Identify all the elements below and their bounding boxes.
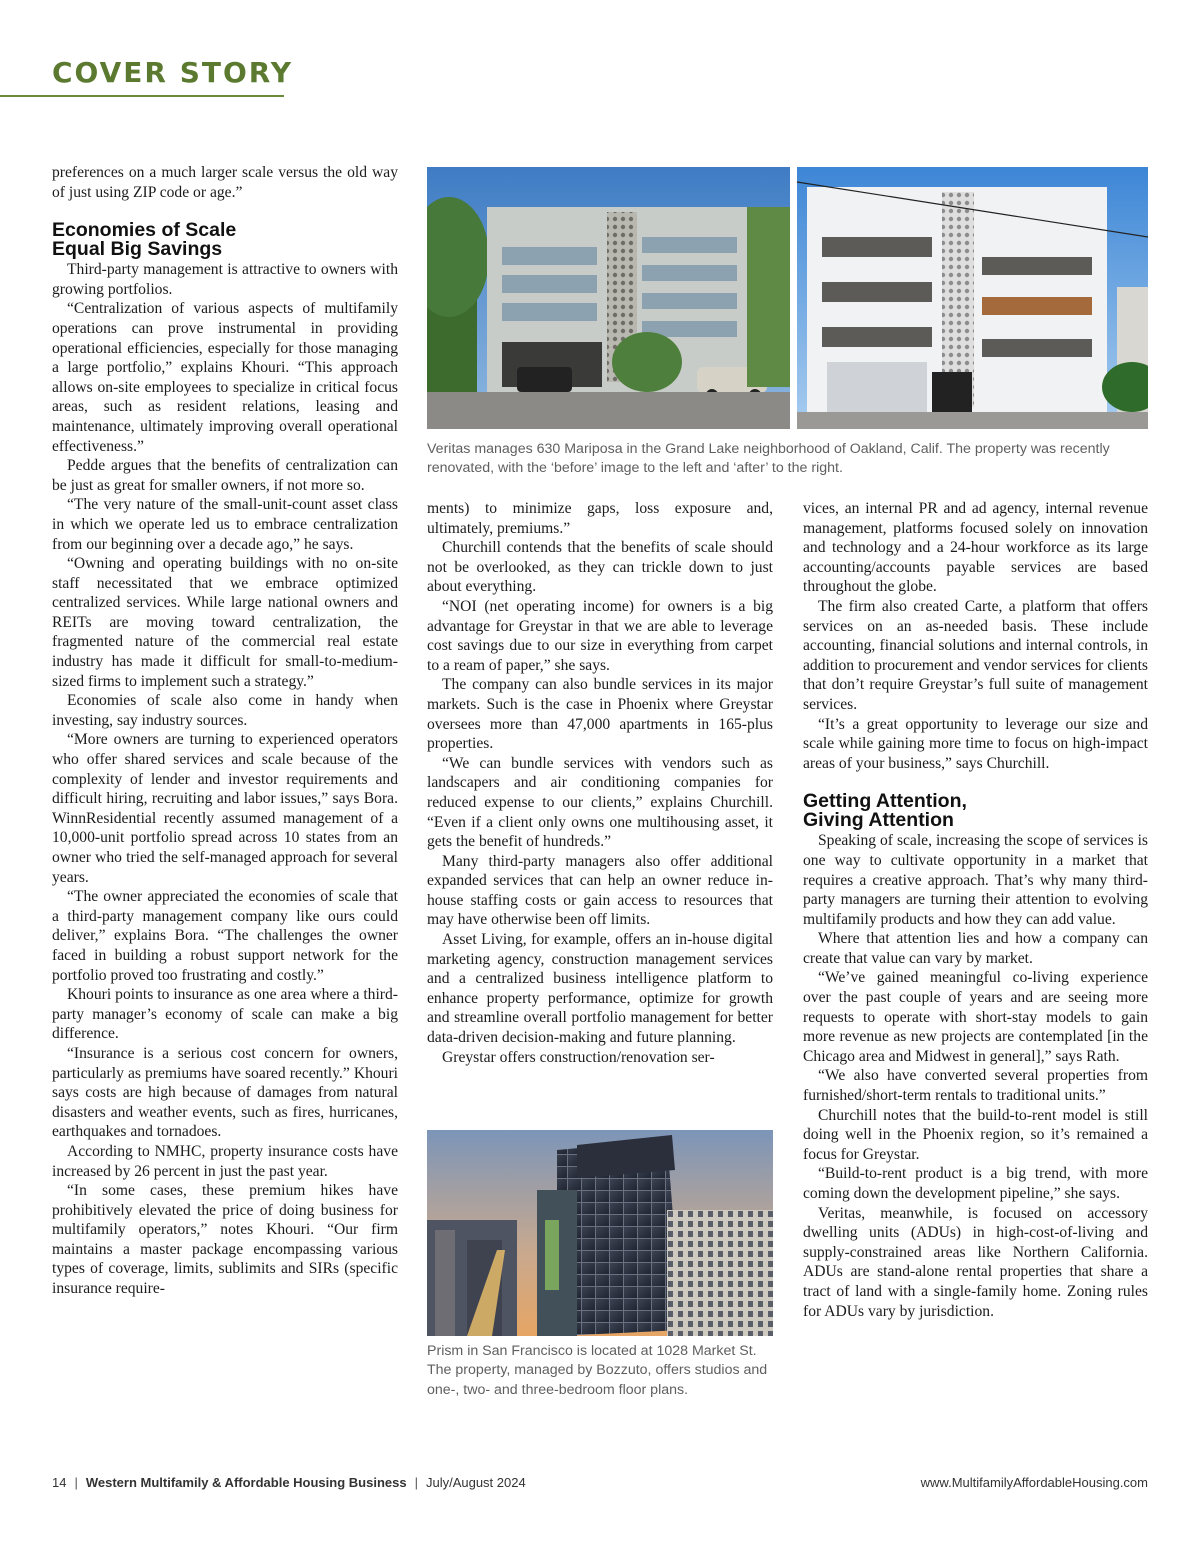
paragraph: Speaking of scale, increasing the scope of services is one way to cultivate opportunity in a market that requires a creative approach. That’s why many third-party managers are turning their attention to evolving multifamily products and how they can add value. [803,832,1148,928]
paragraph: “Centralization of various aspects of multifamily operations can prove instrumental in providing operational efficiencies, especially for those managing a large portfolio,” explains Khouri. “This approach allows on-site employees to specialize in critical focus areas, such as resident relations, leasing and maintenance, ultimately improving overall operational effectiveness.” [52,300,398,455]
paragraph: Veritas, meanwhile, is focused on accessory dwelling units (ADUs) in high-cost-of-living and supply-constrained areas like Northern California. ADUs are stand-alone rental properties that share a tract of land with a single-family home. Zoning rules for ADUs vary by jurisdiction. [803,1204,1148,1320]
website-link[interactable]: www.MultifamilyAffordableHousing.com [920,1475,1148,1490]
page-header [0,0,1200,100]
photo-caption-630-mariposa: Veritas manages 630 Mariposa in the Grand Lake neighborhood of Oakland, Calif. The property was recently renovated, with the ‘before’ image to the left and ‘after’ to the right. [427,441,1110,477]
issue-date: July/August 2024 [425,1475,526,1490]
photo-before [427,167,790,429]
paragraph: “The owner appreciated the economies of scale that a third-party management company like ours could deliver,” explains Bora. “The challenges the owner faced in building a robust support network for the portfolio proved too frustrating and costly.” [52,888,398,984]
paragraph: preferences on a much larger scale versus the old way of just using ZIP code or age.” [52,164,398,201]
paragraph: “In some cases, these premium hikes have prohibitively elevated the price of doing business for multifamily operators,” notes Khouri. “Our firm maintains a master package encompassing various types of coverage, limits, sublimits and SIRs (specific insurance require- [52,1182,398,1298]
paragraph: Pedde argues that the benefits of centralization can be just as great for smaller owners, if not more so. [52,457,398,494]
paragraph: Third-party management is attractive to owners with growing portfolios. [52,261,398,298]
paragraph: Economies of scale also come in handy when investing, say industry sources. [52,692,398,729]
photo-after [797,167,1148,429]
paragraph: “Build-to-rent product is a big trend, with more coming down the development pipeline,” she says. [803,1165,1148,1202]
article-column-2 [427,499,773,1067]
subheading-line: Economies of Scale [52,219,237,242]
section-label: COVER STORY [52,56,294,89]
paragraph: Asset Living, for example, offers an in-house digital marketing agency, construction management services and a centralized business intelligence platform to enhance property performance, optimize for growth and streamline overall portfolio management for better data-driven decision-making and future planning. [427,931,773,1047]
paragraph: “We’ve gained meaningful co-living experience over the past couple of years and are seeing more requests to operate with short-stay models to gain more revenue as new projects are contemplated [in the Chicago area and Midwest in general],” says Rath. [803,969,1148,1065]
footer-left [52,1475,526,1490]
subheading-getting-attention [803,792,1148,830]
paragraph: Khouri points to insurance as one area where a third-party manager’s economy of scale can make a big difference. [52,986,398,1043]
subheading-economies-of-scale [52,221,398,259]
subheading-line: Equal Big Savings [52,238,223,261]
page-footer [52,1475,1148,1495]
paragraph: Churchill notes that the build-to-rent model is still doing well in the Phoenix region, so it’s remained a focus for Greystar. [803,1106,1148,1163]
photo-prism-illustration [427,1130,773,1336]
paragraph: “We can bundle services with vendors such as landscapers and air conditioning companies for reduced expense to our clients,” explains Churchill. “Even if a client only owns one multihousing asset, it gets the benefit of hundreds.” [427,754,773,851]
footer-separator: | [414,1475,418,1490]
photo-caption-prism: Prism in San Francisco is located at 1028 Market St. The property, managed by Bozzuto, offers studios and one-, two- and three-bedroom floor plans. [427,1343,768,1398]
paragraph: “Insurance is a serious cost concern for owners, particularly as premiums have soared recently.” Khouri says costs are high because of damages from natural disasters and weather events, such as fires, hurricanes, earthquakes and tornadoes. [52,1044,398,1141]
photo-prism-san-francisco [427,1130,773,1336]
paragraph: “Owning and operating buildings with no on-site staff necessitated that we embrace optimized centralized services. While large national owners and REITs are moving toward centralization, the fragmented nature of the commercial real estate industry has made it difficult for small-to-medium-sized firms to implement such a strategy.” [52,555,398,690]
paragraph: “More owners are turning to experienced operators who offer shared services and scale because of the complexity of lender and investor requirements and difficult hiring, recruiting and labor issues,” says Bora. WinnResidential recently assumed management of a 10,000-unit portfolio spread across 10 states from an owner who tried the self-managed approach for several years. [52,731,398,886]
paragraph: “We also have converted several properties from furnished/short-term rentals to traditional units.” [803,1067,1148,1105]
article-column-3 [803,499,1148,1321]
paragraph: “The very nature of the small-unit-count asset class in which we operate led us to embrace centralization from our beginning over a decade ago,” he says. [52,496,398,553]
section-rule [0,95,284,97]
footer-separator: | [74,1475,78,1490]
paragraph: The company can also bundle services in its major markets. Such is the case in Phoenix where Greystar oversees more than 47,000 apartments in 165-plus properties. [427,676,773,753]
paragraph: ments) to minimize gaps, loss exposure and, ultimately, premiums.” [427,500,773,537]
paragraph: Churchill contends that the benefits of scale should not be overlooked, as they can trickle down to just about everything. [427,539,773,596]
article-column-1 [52,163,398,1299]
paragraph: “NOI (net operating income) for owners is a big advantage for Greystar in that we are able to leverage cost savings due to our size in everything from carpet to a ream of paper,” she says. [427,597,773,674]
publication-name: Western Multifamily & Affordable Housing Business [85,1475,407,1490]
photo-before-after-illustration [427,167,1148,429]
subheading-line: Giving Attention [803,809,954,832]
paragraph: vices, an internal PR and ad agency, internal revenue management, platforms focused solely on innovation and technology and a 24-hour workforce as its large accounting/accounts payable services are based throughout the globe. [803,500,1148,596]
subheading-line: Getting Attention, [803,790,967,813]
paragraph: The firm also created Carte, a platform that offers services on an as-needed basis. These include accounting, financial solutions and internal controls, in addition to procurement and vendor services for clients that don’t require Greystar’s full suite of management services. [803,597,1148,713]
paragraph: According to NMHC, property insurance costs have increased by 26 percent in just the past year. [52,1142,398,1180]
paragraph: Where that attention lies and how a company can create that value can vary by market. [803,930,1148,967]
paragraph: “It’s a great opportunity to leverage our size and scale while gaining more time to focus on high-impact areas of your business,” says Churchill. [803,715,1148,772]
photo-630-mariposa [427,167,1148,429]
page-number: 14 [52,1475,67,1490]
paragraph: Many third-party managers also offer additional expanded services that can help an owner reduce in-house staffing costs or gain access to resources that may have otherwise been off limits. [427,852,773,929]
paragraph: Greystar offers construction/renovation ser- [442,1048,715,1066]
